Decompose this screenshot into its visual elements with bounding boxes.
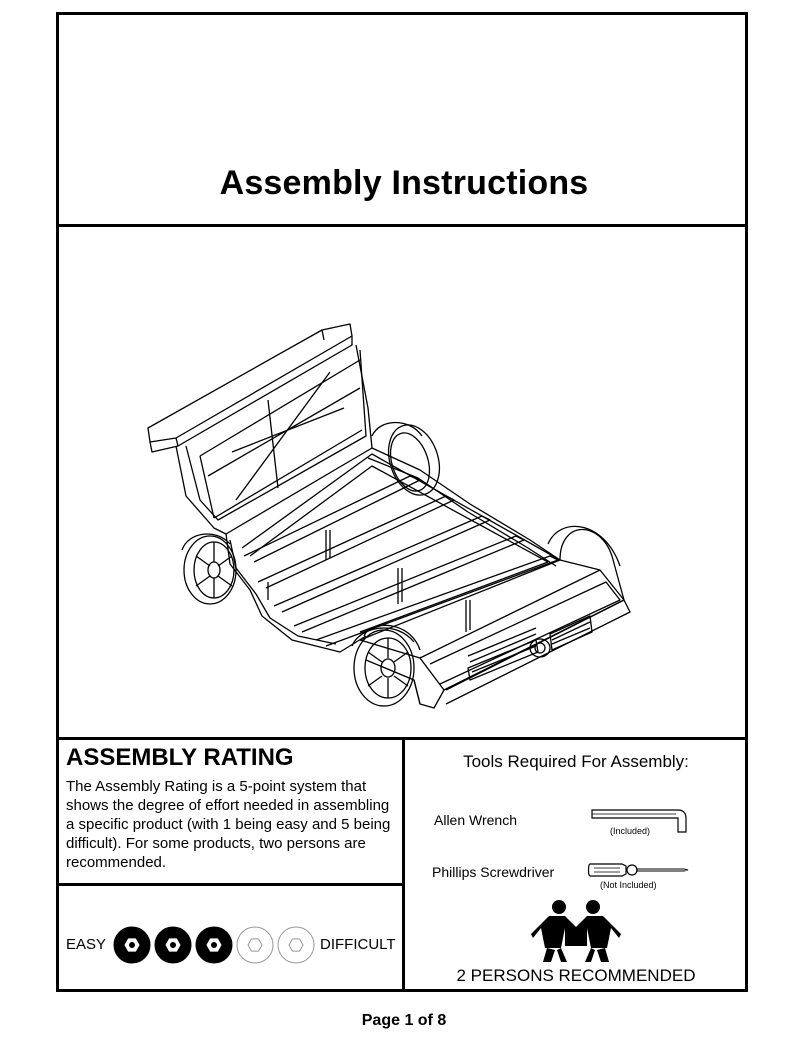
rating-circle-5-empty <box>278 927 314 963</box>
tool-note-allen-wrench: (Included) <box>610 826 651 836</box>
rating-circle-4-empty <box>237 927 273 963</box>
screwdriver-icon <box>588 860 698 880</box>
tool-name-phillips-screwdriver: Phillips Screwdriver <box>432 864 555 880</box>
rating-circle-3-filled <box>196 927 232 963</box>
tool-note-phillips-screwdriver: (Not Included) <box>600 880 657 890</box>
rating-circle-2-filled <box>155 927 191 963</box>
easy-label: EASY <box>66 936 107 953</box>
difficult-label: DIFFICULT <box>320 936 396 953</box>
rating-description: The Assembly Rating is a 5-point system that shows the degree of effort needed in assembling a specific product (with 1 being easy and 5 being difficult). For some products, two persons are recommended. <box>66 778 391 871</box>
page-title: Assembly Instructions <box>219 164 589 202</box>
persons-recommended: 2 PERSONS RECOMMENDED <box>456 966 696 985</box>
tool-name-allen-wrench: Allen Wrench <box>434 812 518 828</box>
rating-heading: ASSEMBLY RATING <box>66 744 294 771</box>
page-number: Page 1 of 8 <box>361 1012 447 1029</box>
rating-scale <box>112 925 312 965</box>
rating-circle-1-filled <box>114 927 150 963</box>
two-persons-icon <box>531 898 621 962</box>
tools-heading: Tools Required For Assembly: <box>463 752 689 771</box>
